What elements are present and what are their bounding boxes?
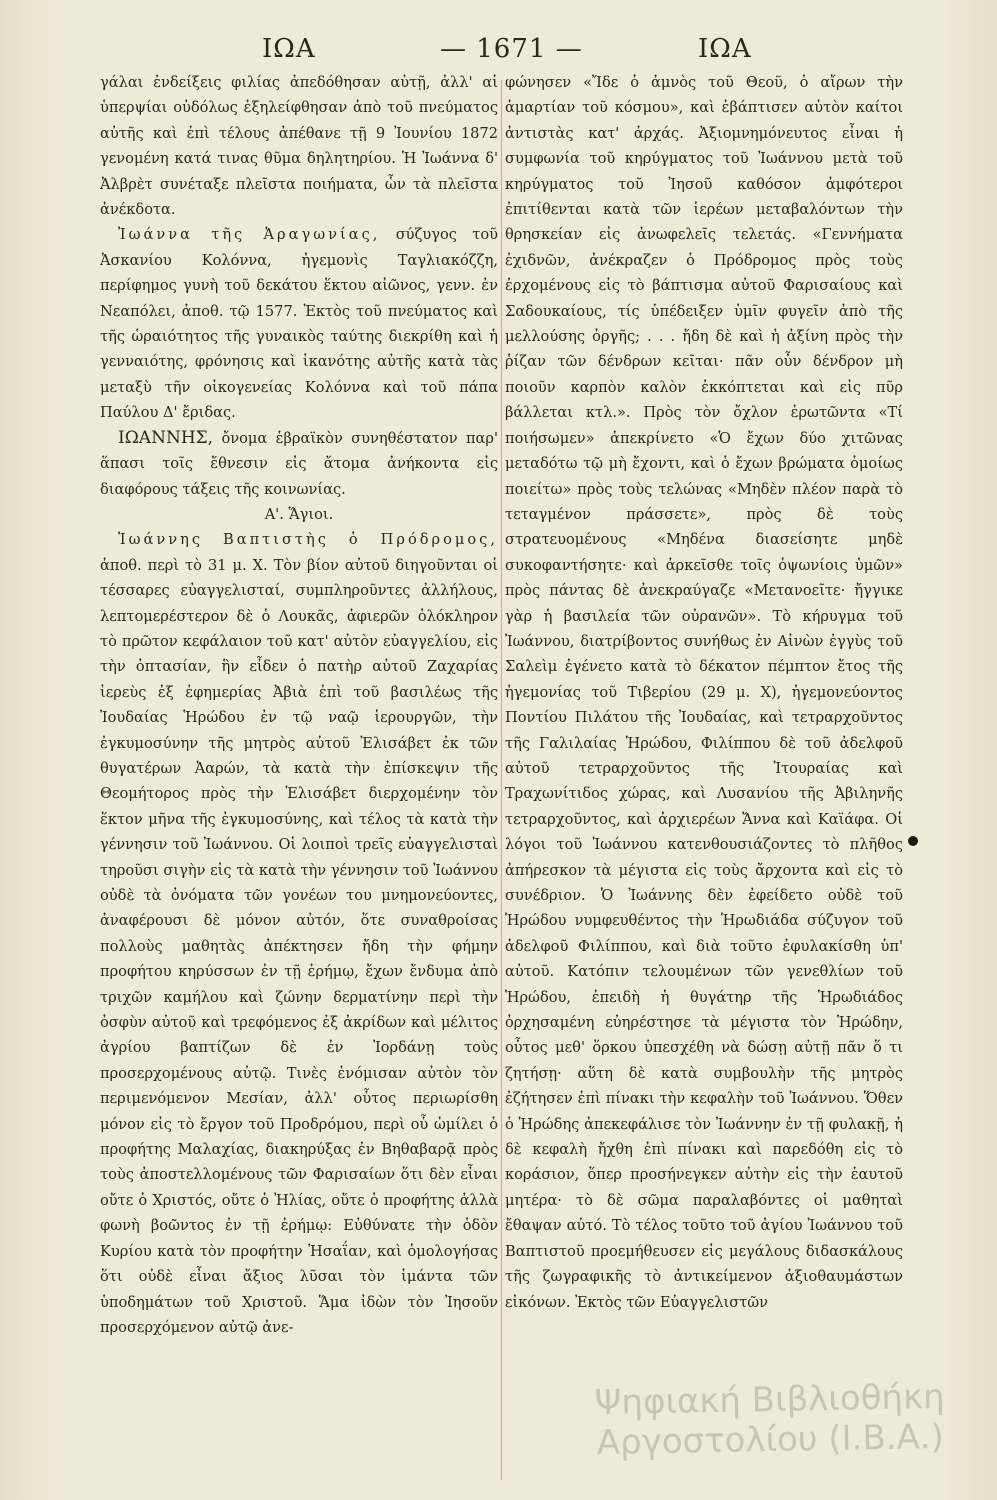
entry-heading: ΙΩΑΝΝΗΣ, [118,427,214,448]
right-column [505,70,903,1415]
entry-heading: Ἰωάννης Βαπτιστὴς ὁ Πρόδρομος, [118,531,498,549]
library-watermark: Ψηφιακή Βιβλιοθήκη Αργοστολίου (Ι.Β.Α.) [594,1376,945,1464]
entry-body: ἀποθ. περὶ τὸ 31 μ. Χ. Τὸν βίον αὐτοῦ διηγοῦνται οἱ τέσσαρες εὐαγγελισταί, συμπληροῦντες ἀλλήλους, λεπτομερέστερον δὲ ὁ Λουκᾶς, ἀφιερῶν ὁλόκληρον τὸ πρῶτον κεφάλαιον τοῦ κατ' αὐτὸν εὐαγγελίου, εἰς τὴν ὀπτασίαν, ἣν εἶδεν ὁ πατὴρ αὐτοῦ Ζαχαρίας ἱερεὺς ἐξ ἐφημερίας Ἀβιὰ ἐπὶ τοῦ βασιλέως τῆς Ἰουδαίας Ἡρώδου ἐν τῷ ναῷ ἱερουργῶν, τὴν ἐγκυμοσύνην τῆς μητρὸς αὐτοῦ Ἐλισάβετ ἐκ τῶν θυγατέρων Ἀαρών, τὰ κατὰ τὴν ἐπίσκεψιν τῆς Θεομήτορος πρὸς τὴν Ἐλισάβετ διερχομένην τὸν ἕκτον μῆνα τῆς ἐγκυμοσύνης, καὶ τέλος τὰ κατὰ τὴν γέννησιν τοῦ Ἰωάννου. Οἱ λοιποὶ τρεῖς εὐαγγελισταὶ τηροῦσι σιγὴν εἰς τὰ κατὰ τὴν γέννησιν τοῦ Ἰωάννου οὐδὲ τὰ ὀνόματα τῶν γονέων του μνημονεύοντες, ἀναφέρουσι δὲ μόνον αὐτόν, ὅτε συναθροίσας πολλοὺς μαθητὰς ἀπέκτησεν ἤδη τὴν φήμην προφήτου κηρύσσων ἐν τῇ ἐρήμῳ, ἔχων ἔνδυμα ἀπὸ τριχῶν καμήλου καὶ ζώνην δερματίνην περὶ τὴν ὀσφὺν αὐτοῦ καὶ τρεφόμενος ἐξ ἀκρίδων καὶ μέλιτος ἀγρίου βαπτίζων δὲ ἐν Ἰορδάνῃ τοὺς προσερχομένους αὐτῷ. Τινὲς ἐνόμισαν αὐτὸν τὸν περιμενόμενον Μεσίαν, ἀλλ' οὗτος περιωρίσθη μόνον εἰς τὸ ἔργον τοῦ Προδρόμου, περὶ οὗ ὡμίλει ὁ προφήτης Μαλαχίας, διακηρύξας ἐν Βηθαβαρᾷ πρὸς τοὺς ἀποστελλομένους τῶν Φαρισαίων ὅτι δὲν εἶναι οὔτε ὁ Χριστός, οὔτε ὁ Ἠλίας, οὔτε ὁ προφήτης ἀλλὰ φωνὴ βοῶντος ἐν τῇ ἐρήμῳ: Εὐθύνατε τὴν ὁδὸν Κυρίου κατὰ τὸν προφήτην Ἡσαΐαν, καὶ ὁμολογήσας ὅτι οὐδὲ εἶναι ἄξιος λῦσαι τὸν ἱμάντα τῶν ὑποδημάτων τοῦ Χριστοῦ. Ἅμα ἰδὼν τὸν Ἰησοῦν προσερχόμενον αὐτῷ ἀνε- [100,556,498,1336]
header-right-keyword: ΙΩΑ [698,34,752,64]
ink-dot-mark [908,836,918,846]
column-divider [501,80,502,1480]
entry-ioannis [100,426,498,502]
entry-ioanna-aragonia [100,222,498,425]
paragraph-continuation: φώνησεν «Ἴδε ὁ ἀμνὸς τοῦ Θεοῦ, ὁ αἴρων τὴν ἁμαρτίαν τοῦ κόσμου», καὶ ἐβάπτισεν αὐτὸν καίτοι ἀντιστὰς κατ' ἀρχάς. Ἀξιομνημόνευτος εἶναι ἡ συμφωνία τοῦ κηρύγματος τοῦ Ἰωάννου μετὰ τοῦ κηρύγματος τοῦ Ἰησοῦ καθόσον ἀμφότεροι ἐπιτίθενται κατὰ τῶν ἱερέων μεταβαλόντων τὴν θρησκείαν εἰς ἀνωφελεῖς τελετάς. «Γεννήματα ἐχιδνῶν, ἀνέκραζεν ὁ Πρόδρομος πρὸς τοὺς ἐρχομένους εἰς τὸ βάπτισμα αὐτοῦ Φαρισαίους καὶ Σαδουκαίους, τίς ὑπέδειξεν ὑμῖν φυγεῖν ἀπὸ τῆς μελλούσης ὀργῆς; . . . ἤδη δὲ καὶ ἡ ἀξίνη πρὸς τὴν ῥίζαν τῶν δένδρων κεῖται· πᾶν οὖν δένδρον μὴ ποιοῦν καρπὸν καλὸν ἐκκόπτεται καὶ εἰς πῦρ βάλλεται κτλ.». Πρὸς τὸν ὄχλον ἐρωτῶντα «Τί ποιήσωμεν» ἀπεκρίνετο «Ὁ ἔχων δύο χιτῶνας μεταδότω τῷ μὴ ἔχοντι, καὶ ὁ ἔχων βρώματα ὁμοίως ποιείτω» πρὸς τοὺς τελώνας «Μηδὲν πλέον παρὰ τὸ τεταγμένον πράσσετε», πρὸς δὲ τοὺς στρατευομένους «Μηδένα διασείσητε μηδὲ συκοφαντήσητε· καὶ ἀρκεῖσθε τοῖς ὀψωνίοις ὑμῶν» πρὸς πάντας δὲ ἀνεκραύγαζε «Μετανοεῖτε· ἤγγικε γὰρ ἡ βασιλεία τῶν οὐρανῶν». Τὸ κήρυγμα τοῦ Ἰωάννου, διατρίβοντος συνήθως ἐν Αἰνὼν ἐγγὺς τοῦ Σαλεὶμ ἐγένετο κατὰ τὸ δέκατον πέμπτον ἔτος τῆς ἡγεμονίας τοῦ Τιβερίου (29 μ. Χ), ἡγεμονεύοντος Ποντίου Πιλάτου τῆς Ἰουδαίας, καὶ τετραρχοῦντος τῆς Γαλιλαίας Ἡρώδου, Φιλίππου δὲ τοῦ ἀδελφοῦ αὐτοῦ τετραρχοῦντος τῆς Ἰτουραίας καὶ Τραχωνίτιδος χώρας, καὶ Λυσανίου τῆς Ἀβιληνῆς τετραρχοῦντος, καὶ ἀρχιερέων Ἄννα καὶ Καϊάφα. Οἱ λόγοι τοῦ Ἰωάννου κατενθουσιάζοντες τὸ πλῆθος ἀπήρεσκον τὰ μέγιστα εἰς τοὺς ἄρχοντα καὶ εἰς τὸ συνέδριον. Ὁ Ἰωάννης δὲν ἐφείδετο οὐδὲ τοῦ Ἡρώδου νυμφευθέντος τὴν Ἡρωδιάδα σύζυγον τοῦ ἀδελφοῦ Φιλίππου, καὶ διὰ τοῦτο ἐφυλακίσθη ὑπ' αὐτοῦ. Κατόπιν τελουμένων τῶν γενεθλίων τοῦ Ἡρώδου, ἐπειδὴ ἡ θυγάτηρ τῆς Ἡρωδιάδος ὀρχησαμένη εὐηρέστησε τὰ μέγιστα τὸν Ἡρώδην, οὗτος μεθ' ὅρκου ὑπεσχέθη νὰ δώσῃ αὐτῇ πᾶν ὅ τι ζητήσῃ· αὕτη δὲ κατὰ συμβουλὴν τῆς μητρὸς ἐζήτησεν ἐπὶ πίνακι τὴν κεφαλὴν τοῦ Ἰωάννου. Ὅθεν ὁ Ἡρώδης ἀπεκεφάλισε τὸν Ἰωάννην ἐν τῇ φυλακῇ, ἡ δὲ κεφαλὴ ἤχθη ἐπὶ πίνακι καὶ παρεδόθη εἰς τὸ κοράσιον, ὅπερ προσήνεγκεν αὐτὴν εἰς τὴν ἑαυτοῦ μητέρα· τὸ δὲ σῶμα παραλαβόντες οἱ μαθηταὶ ἔθαψαν αὐτό. Τὸ τέλος τοῦτο τοῦ ἁγίου Ἰωάννου τοῦ Βαπτιστοῦ προεμήθευσεν εἰς μεγάλους διδασκάλους τῆς ζωγραφικῆς τὸ ἀντικείμενον ἀξιοθαυμάστων εἰκόνων. Ἐκτὸς τῶν Εὐαγγελιστῶν [505,74,903,1311]
entry-prodromos [100,527,498,1340]
entry-body: ὄνομα ἑβραϊκὸν συνηθέστατον παρ' ἅπασι τοῖς ἔθνεσιν εἰς ἄτομα ἀνήκοντα εἰς διαφόρους τάξεις τῆς κοινωνίας. [100,429,498,498]
left-column [100,70,498,1490]
page-number: — 1671 — [440,34,583,64]
header-left-keyword: ΙΩΑ [262,34,316,64]
entry-body: σύζυγος τοῦ Ἀσκανίου Κολόννα, ἡγεμονὶς Ταγλιακόζζη, περίφημος γυνὴ τοῦ δεκάτου ἕκτου αἰῶνος, γενν. ἐν Νεαπόλει, ἀποθ. τῷ 1577. Ἐκτὸς τοῦ πνεύματος καὶ τῆς ὡραιότητος τῆς γυναικὸς ταύτης διεκρίθη καὶ ἡ γενναιότης, φρόνησις καὶ ἱκανότης αὐτῆς κατὰ τὰς μεταξὺ τῆν οἰκογενείας Κολόννα καὶ τοῦ πάπα Παύλου Δ' ἔριδας. [100,226,498,422]
section-heading: Α'. Ἅγιοι. [264,505,334,523]
paragraph-continuation: γάλαι ἐνδείξεις φιλίας ἀπεδόθησαν αὐτῇ, ἀλλ' αἱ ὑπερψίαι οὐδόλως ἐξηλείφθησαν ἀπὸ τοῦ πνεύματος αὐτῆς καὶ ἐπὶ τέλους ἀπέθανε τῇ 9 Ἰουνίου 1872 γενομένη κατά τινας θῦμα δηλητηρίου. Ἡ Ἰωάννα δ' Ἀλβρὲτ συνέταξε πλεῖστα ποιήματα, ὧν τὰ πλεῖστα ἀνέκδοτα. [100,74,498,219]
entry-heading: Ἰωάννα τῆς Ἀραγωνίας, [118,226,381,244]
running-head [110,30,937,70]
